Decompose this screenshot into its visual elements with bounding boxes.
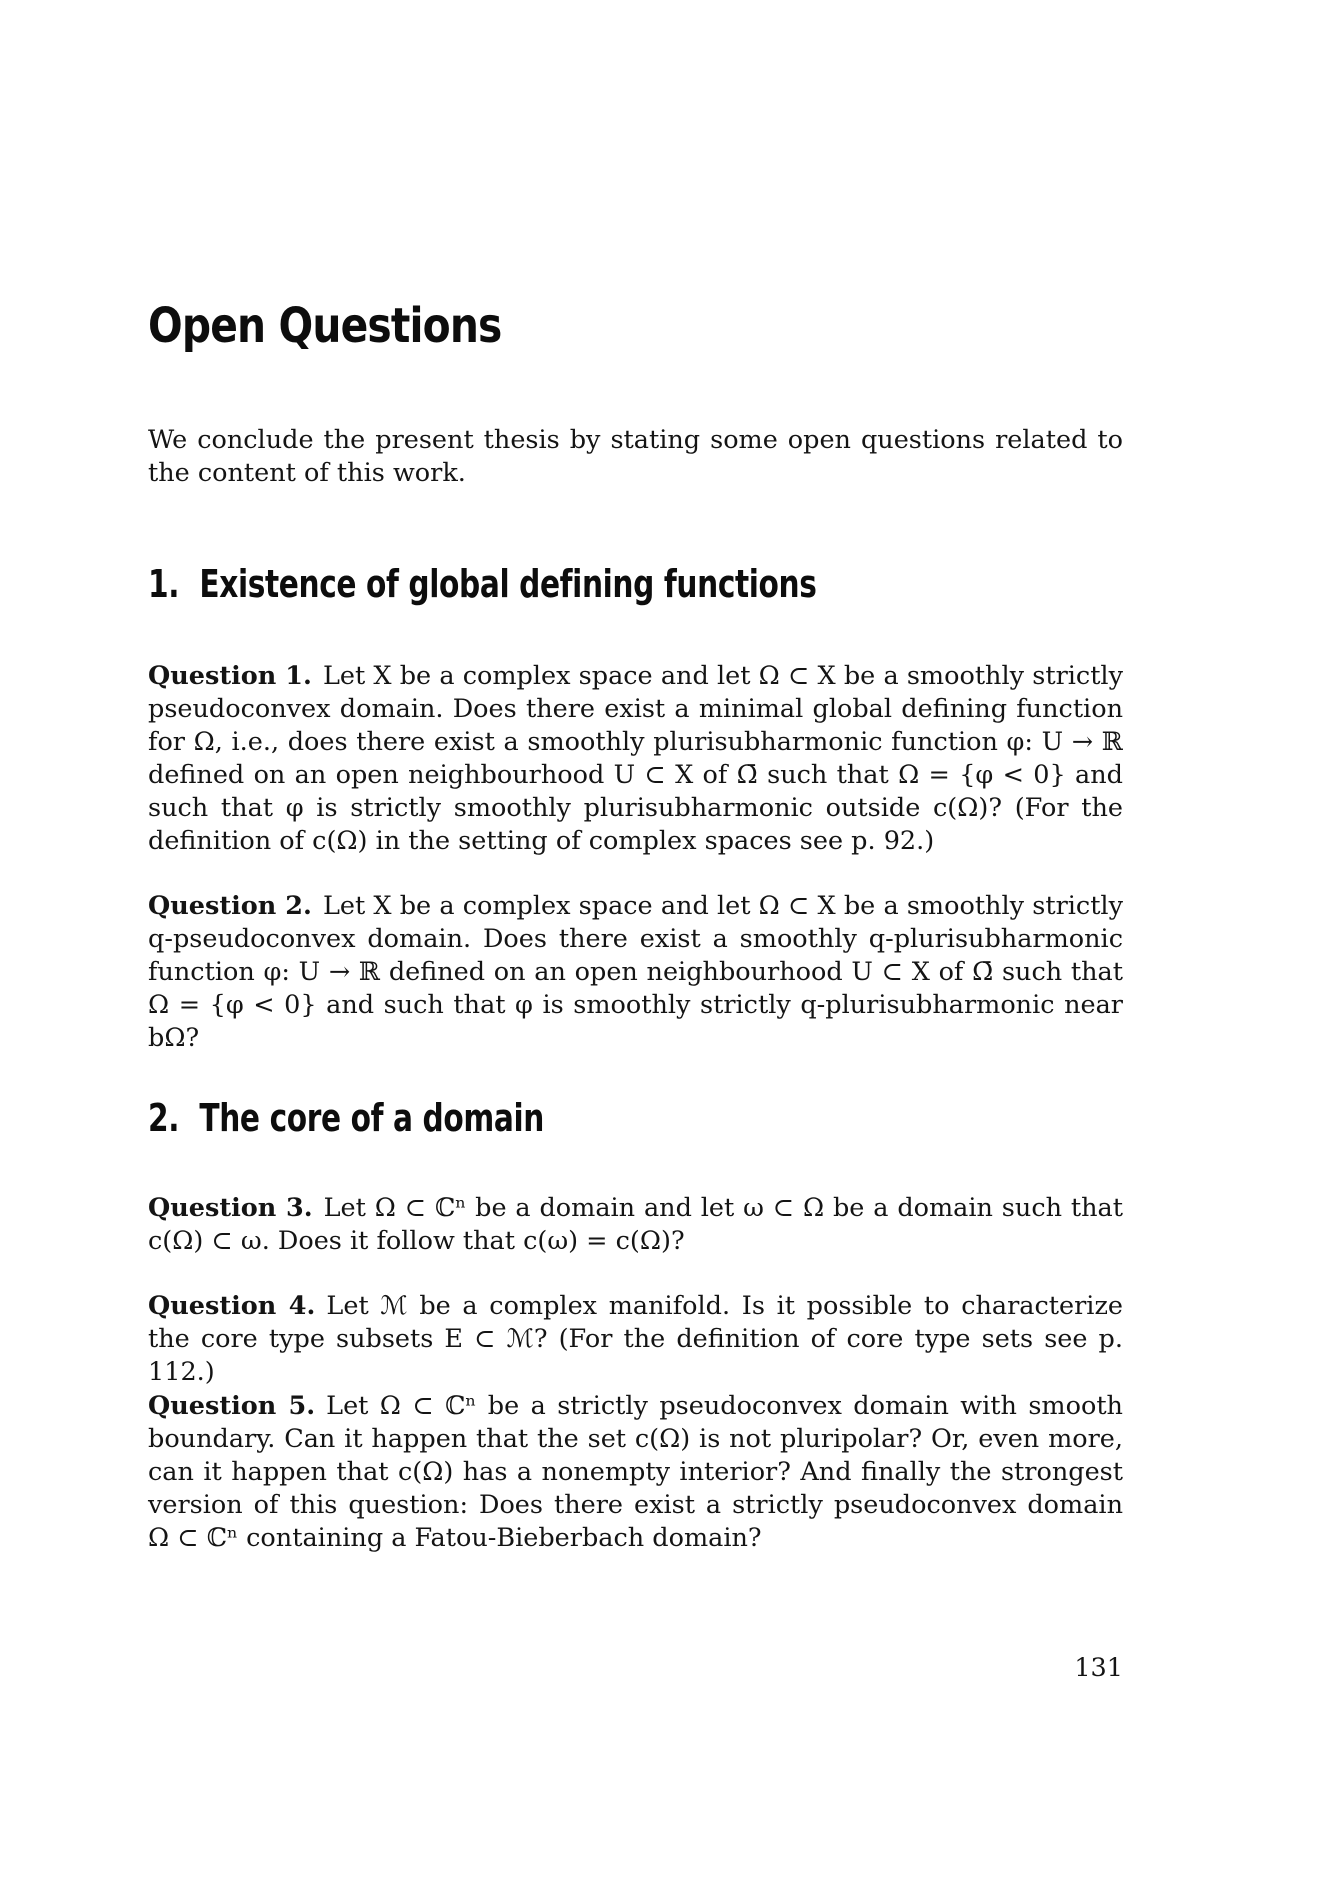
question-3-paragraph xyxy=(148,1192,1123,1258)
question-4-text: Let ℳ be a complex manifold. Is it possible to characterize the core type subsets E ⊂ ℳ? (For the definition of core type sets see p. 112.) xyxy=(148,1291,1123,1387)
section-1-heading xyxy=(148,562,909,606)
section-2-number: 2. xyxy=(148,1096,180,1140)
question-4-paragraph xyxy=(148,1290,1123,1389)
question-2-text: Let X be a complex space and let Ω ⊂ X be a smoothly strictly q-pseudoconvex domain. Does there exist a smoothly q-plurisubharmonic function φ: U → ℝ defined on an open neighbourhood U ⊂ X of Ω̄ such that Ω = {φ < 0} and such that φ is smoothly strictly q-plurisubharmonic near bΩ? xyxy=(148,891,1123,1053)
section-1-title: Existence of global defining functions xyxy=(199,562,817,606)
question-2-paragraph xyxy=(148,890,1123,1055)
question-1-paragraph xyxy=(148,660,1123,858)
page-number: 131 xyxy=(1074,1653,1123,1683)
intro-paragraph: We conclude the present thesis by stating some open questions related to the content of this work. xyxy=(148,425,1123,488)
question-5-label: Question 5. xyxy=(148,1391,316,1421)
question-3-text: Let Ω ⊂ ℂⁿ be a domain and let ω ⊂ Ω be a domain such that c(Ω) ⊂ ω. Does it follow that c(ω) = c(Ω)? xyxy=(148,1193,1123,1256)
question-3-label: Question 3. xyxy=(148,1193,313,1223)
section-2-heading xyxy=(148,1096,909,1140)
section-1-number: 1. xyxy=(148,562,180,606)
question-5-text: Let Ω ⊂ ℂⁿ be a strictly pseudoconvex domain with smooth boundary. Can it happen that the set c(Ω) is not pluripolar? Or, even more, can it happen that c(Ω) has a nonempty interior? And finally the strongest version of this question: Does there exist a strictly pseudoconvex domain Ω ⊂ ℂⁿ containing a Fatou-Bieberbach domain? xyxy=(148,1391,1123,1553)
question-1-label: Question 1. xyxy=(148,661,312,691)
section-2-title: The core of a domain xyxy=(199,1096,544,1140)
question-2-label: Question 2. xyxy=(148,891,312,921)
question-1-text: Let X be a complex space and let Ω ⊂ X be a smoothly strictly pseudoconvex domain. Does there exist a minimal global defining function for Ω, i.e., does there exist a smoothly plurisubharmonic function φ: U → ℝ defined on an open neighbourhood U ⊂ X of Ω̄ such that Ω = {φ < 0} and such that φ is strictly smoothly plurisubharmonic outside c(Ω)? (For the definition of c(Ω) in the setting of complex spaces see p. 92.) xyxy=(148,661,1123,856)
chapter-title: Open Questions xyxy=(148,298,502,354)
question-5-paragraph xyxy=(148,1390,1123,1555)
question-4-label: Question 4. xyxy=(148,1291,316,1321)
